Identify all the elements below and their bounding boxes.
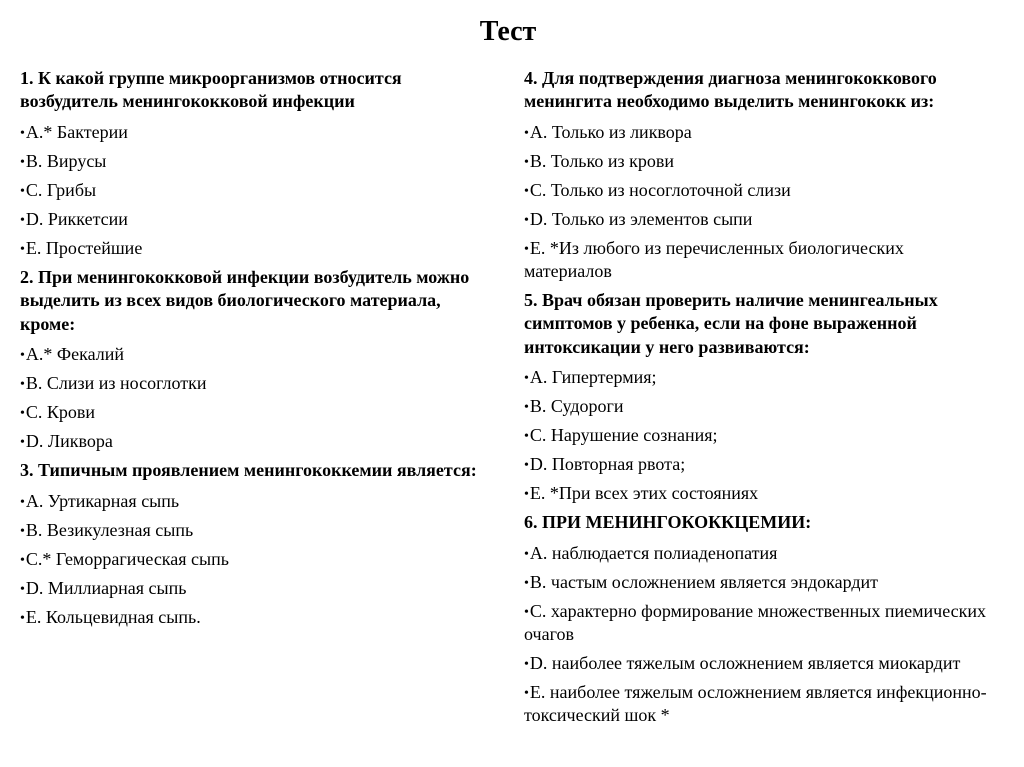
option-item (524, 208, 994, 231)
option-text: А.* Фекалий (25, 344, 124, 365)
option-text: С. Крови (25, 402, 96, 423)
question-block (524, 67, 994, 283)
option-item (20, 372, 490, 395)
left-column (20, 62, 490, 733)
page-title: Тест (479, 16, 537, 47)
option-item (524, 571, 994, 594)
bullet-marker: • (20, 377, 25, 393)
question-text: 5. Врач обязан проверить наличие менингеальных симптомов у ребенка, если на фоне выраженной интоксикации у него развиваются: (524, 289, 938, 357)
bullet-marker: • (524, 212, 529, 228)
option-text: В. частым осложнением является эндокардит (529, 571, 879, 592)
option-text: Е. *При всех этих состояниях (529, 483, 759, 504)
question-text: 6. ПРИ МЕНИНГОКОККЦЕМИИ: (524, 512, 812, 533)
option-text: А. Уртикарная сыпь (25, 490, 180, 511)
question-text: 2. При менингококковой инфекции возбудитель можно выделить из всех видов биологического материала, кроме: (20, 266, 470, 334)
option-item (20, 490, 490, 513)
option-text: D. Только из элементов сыпи (529, 208, 753, 229)
option-item (524, 600, 994, 646)
bullet-marker: • (20, 494, 25, 510)
option-text: Е. Простейшие (25, 237, 143, 258)
bullet-marker: • (20, 552, 25, 568)
option-item (20, 519, 490, 542)
option-item (20, 121, 490, 144)
option-item (524, 237, 994, 283)
option-text: В. Вирусы (25, 150, 107, 171)
bullet-marker: • (524, 183, 529, 199)
option-text: Е. Кольцевидная сыпь. (25, 606, 201, 627)
option-text: Е. *Из любого из перечисленных биологических материалов (524, 237, 904, 281)
bullet-marker: • (524, 546, 529, 562)
option-text: С. Только из носоглоточной слизи (529, 179, 791, 200)
option-item (524, 542, 994, 565)
option-item (20, 179, 490, 202)
option-text: В. Только из крови (529, 150, 674, 171)
bullet-marker: • (20, 125, 25, 141)
option-item (524, 179, 994, 202)
bullet-marker: • (524, 487, 529, 503)
bullet-marker: • (524, 429, 529, 445)
option-item (524, 482, 994, 505)
option-text: D. Миллиарная сыпь (25, 577, 187, 598)
option-item (524, 453, 994, 476)
option-text: С. характерно формирование множественных пиемических очагов (524, 600, 987, 644)
question-block (524, 511, 994, 727)
option-text: А. Гипертермия; (529, 367, 657, 388)
bullet-marker: • (20, 183, 25, 199)
bullet-marker: • (524, 241, 529, 257)
question-text: 4. Для подтверждения диагноза менингококкового менингита необходимо выделить менингококк из: (524, 68, 937, 112)
bullet-marker: • (524, 604, 529, 620)
option-item (524, 395, 994, 418)
option-item (20, 548, 490, 571)
bullet-marker: • (524, 125, 529, 141)
option-text: D. Риккетсии (25, 208, 128, 229)
option-item (20, 343, 490, 366)
option-item (20, 208, 490, 231)
option-item (20, 150, 490, 173)
bullet-marker: • (20, 581, 25, 597)
option-text: D. Повторная рвота; (529, 454, 686, 475)
bullet-marker: • (524, 458, 529, 474)
bullet-marker: • (524, 154, 529, 170)
question-block (20, 459, 490, 629)
option-item (524, 652, 994, 675)
bullet-marker: • (20, 610, 25, 626)
option-item (524, 681, 994, 727)
option-item (20, 577, 490, 600)
option-text: В. Слизи из носоглотки (25, 373, 207, 394)
option-item (20, 606, 490, 629)
bullet-marker: • (20, 241, 25, 257)
bullet-marker: • (524, 400, 529, 416)
option-text: D. Ликвора (25, 431, 113, 452)
bullet-marker: • (524, 656, 529, 672)
option-text: Е. наиболее тяжелым осложнением является инфекционно-токсический шок * (524, 681, 987, 725)
option-text: С. Грибы (25, 179, 97, 200)
right-column (524, 62, 994, 733)
question-block (20, 266, 490, 453)
option-item (20, 401, 490, 424)
option-item (20, 430, 490, 453)
bullet-marker: • (524, 685, 529, 701)
bullet-marker: • (20, 523, 25, 539)
option-text: А. Только из ликвора (529, 121, 692, 142)
question-block (20, 67, 490, 260)
option-text: D. наиболее тяжелым осложнением является миокардит (529, 652, 961, 673)
option-text: С. Нарушение сознания; (529, 425, 718, 446)
bullet-marker: • (524, 371, 529, 387)
bullet-marker: • (20, 348, 25, 364)
question-text: 3. Типичным проявлением менингококкемии является: (20, 460, 477, 481)
bullet-marker: • (20, 154, 25, 170)
option-item (524, 150, 994, 173)
option-text: С.* Геморрагическая сыпь (25, 548, 229, 569)
bullet-marker: • (20, 212, 25, 228)
option-item (20, 237, 490, 260)
bullet-marker: • (20, 406, 25, 422)
question-text: 1. К какой группе микроорганизмов относится возбудитель менингококковой инфекции (20, 68, 402, 112)
option-text: А.* Бактерии (25, 121, 128, 142)
option-text: В. Судороги (529, 396, 624, 417)
question-block (524, 289, 994, 505)
bullet-marker: • (524, 575, 529, 591)
option-text: А. наблюдается полиаденопатия (529, 542, 778, 563)
option-item (524, 424, 994, 447)
option-item (524, 366, 994, 389)
bullet-marker: • (20, 435, 25, 451)
option-item (524, 121, 994, 144)
option-text: В. Везикулезная сыпь (25, 519, 194, 540)
two-column-layout (20, 62, 996, 733)
